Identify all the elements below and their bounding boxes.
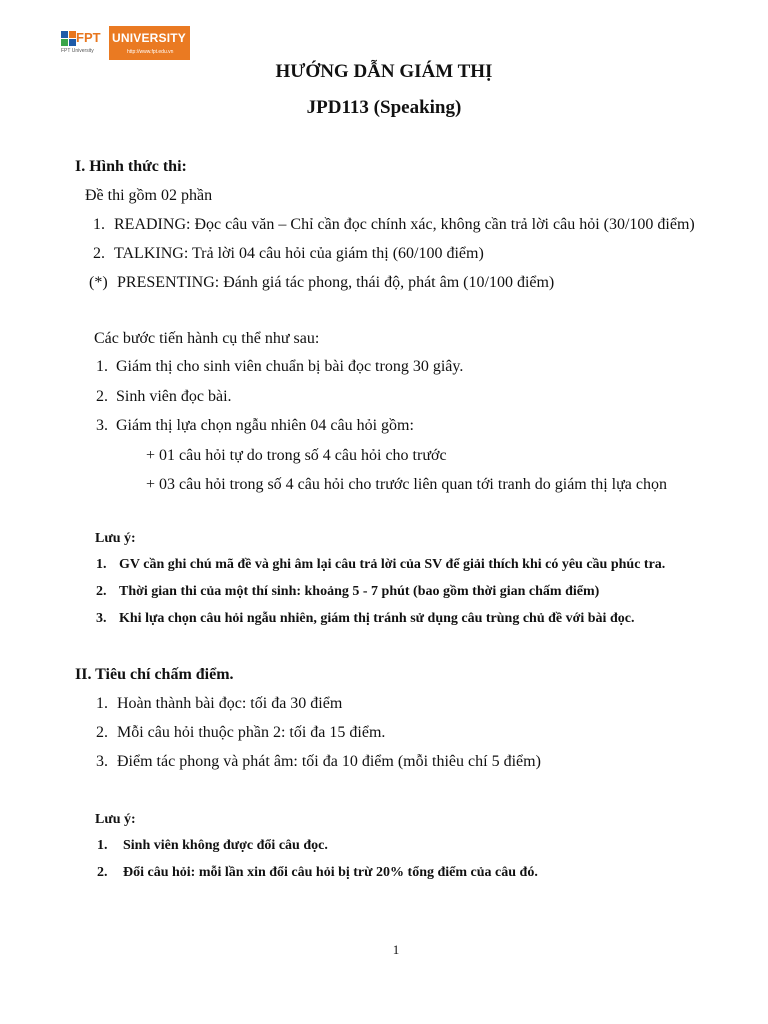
criteria-marker: 2. — [96, 724, 108, 741]
criteria-item — [96, 753, 541, 771]
note-item — [97, 865, 538, 881]
section1-heading: I. Hình thức thi: — [75, 158, 187, 175]
note-item — [96, 584, 600, 600]
note-marker: 2. — [97, 865, 108, 880]
step-item — [96, 358, 464, 376]
part-marker: 1. — [93, 216, 105, 233]
sub-step-item: + 03 câu hỏi trong số 4 câu hỏi cho trước liên quan tới tranh do giám thị lựa chọn — [146, 476, 667, 493]
criteria-text: Hoàn thành bài đọc: tối đa 30 điểm — [117, 695, 343, 712]
note-text: Khi lựa chọn câu hỏi ngẫu nhiên, giám thị tránh sử dụng câu trùng chủ đề với bài đọc. — [119, 611, 635, 626]
part-marker: 2. — [93, 245, 105, 262]
logo-university: UNIVERSITY — [112, 31, 187, 45]
step-text: Sinh viên đọc bài. — [116, 388, 232, 405]
note-text: Sinh viên không được đổi câu đọc. — [123, 838, 328, 853]
note-item — [97, 838, 328, 854]
part-item — [93, 216, 695, 234]
step-item — [96, 388, 232, 406]
note-marker: 2. — [96, 584, 107, 599]
note-marker: 3. — [96, 611, 107, 626]
part-item — [93, 245, 484, 263]
criteria-text: Mỗi câu hỏi thuộc phần 2: tối đa 15 điểm. — [117, 724, 386, 741]
note-text: Thời gian thi của một thí sinh: khoảng 5 - 7 phút (bao gồm thời gian chấm điểm) — [119, 584, 600, 599]
logo-left-panel — [57, 26, 109, 60]
fpt-squares-icon — [61, 31, 77, 47]
section2-heading: II. Tiêu chí chấm điểm. — [75, 666, 234, 683]
note-label: Lưu ý: — [95, 812, 136, 827]
part-marker: (*) — [89, 274, 108, 291]
note-item — [96, 611, 635, 627]
criteria-item — [96, 724, 386, 742]
page-number: 1 — [392, 942, 400, 957]
note-text: GV cần ghi chú mã đề và ghi âm lại câu trả lời của SV để giải thích khi có yêu cầu phúc tra. — [119, 557, 666, 572]
document-subtitle: JPD113 (Speaking) — [306, 97, 462, 118]
step-marker: 3. — [96, 417, 108, 434]
step-marker: 2. — [96, 388, 108, 405]
sub-step-item: + 01 câu hỏi tự do trong số 4 câu hỏi cho trước — [146, 447, 447, 464]
part-text: PRESENTING: Đánh giá tác phong, thái độ, phát âm (10/100 điểm) — [117, 274, 555, 291]
criteria-marker: 3. — [96, 753, 108, 770]
step-text: Giám thị lựa chọn ngẫu nhiên 04 câu hỏi gồm: — [116, 417, 414, 434]
criteria-text: Điểm tác phong và phát âm: tối đa 10 điểm (mỗi thiêu chí 5 điểm) — [117, 753, 541, 770]
note-text: Đổi câu hỏi: mỗi lần xin đổi câu hỏi bị trừ 20% tổng điểm của câu đó. — [123, 865, 538, 880]
criteria-marker: 1. — [96, 695, 108, 712]
part-item — [89, 274, 555, 292]
logo-url: http://www.fpt.edu.vn — [127, 49, 174, 55]
note-marker: 1. — [97, 838, 108, 853]
note-label: Lưu ý: — [95, 531, 136, 546]
logo-right-panel — [109, 26, 190, 60]
part-text: TALKING: Trả lời 04 câu hỏi của giám thị (60/100 điểm) — [114, 245, 484, 262]
note-item — [96, 557, 666, 573]
section1-intro: Đề thi gồm 02 phần — [85, 187, 213, 204]
criteria-item — [96, 695, 343, 713]
document-title: HƯỚNG DẪN GIÁM THỊ — [275, 61, 493, 82]
part-text: READING: Đọc câu văn – Chỉ cần đọc chính xác, không cần trả lời câu hỏi (30/100 điểm) — [114, 216, 695, 233]
step-item — [96, 417, 414, 435]
logo-brand: FPT — [76, 30, 101, 45]
step-text: Giám thị cho sinh viên chuẩn bị bài đọc trong 30 giây. — [116, 358, 464, 375]
step-marker: 1. — [96, 358, 108, 375]
note-marker: 1. — [96, 557, 107, 572]
fpt-university-logo — [57, 26, 190, 60]
steps-intro: Các bước tiến hành cụ thể như sau: — [94, 330, 320, 347]
logo-subtext: FPT University — [61, 48, 94, 54]
